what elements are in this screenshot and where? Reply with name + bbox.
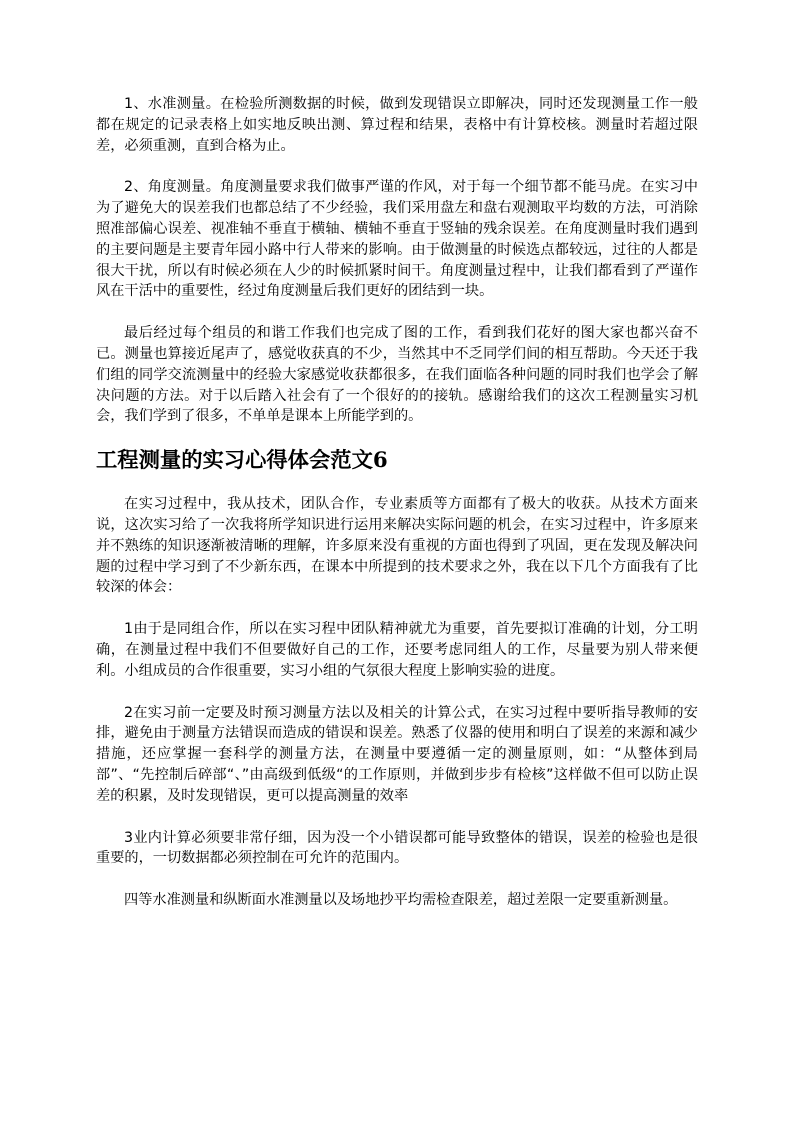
document-page	[96, 94, 698, 911]
paragraph-angle-measurement: 2、角度测量。角度测量要求我们做事严谨的作风，对于每一个细节都不能马虎。在实习中为了避免大的误差我们也都总结了不少经验，我们采用盘左和盘右观测取平均数的方法，可消除照准部偏心误差、视准轴不垂直于横轴、横轴不垂直于竖轴的残余误差。在角度测量时我们遇到的主要问题是主要青年园小路中行人带来的影响。由于做测量的时候选点都较远，过往的人都是很大干扰，所以有时候必须在人少的时候抓紧时间干。角度测量过程中，让我们都看到了严谨作风在干活中的重要性，经过角度测量后我们更好的团结到一块。	[96, 179, 698, 300]
paragraph-leveling: 1、水准测量。在检验所测数据的时候，做到发现错误立即解决，同时还发现测量工作一般都在规定的记录表格上如实地反映出测、算过程和结果，表格中有计算校核。测量时若超过限差，必须重测，直到合格为止。	[96, 96, 698, 154]
paragraph-conclusion: 最后经过每个组员的和谐工作我们也完成了图的工作，看到我们花好的图大家也都兴奋不已。测量也算接近尾声了，感觉收获真的不少，当然其中不乏同学们间的相互帮助。今天还于我们组的同学交流测量中的经验大家感觉收获都很多，在我们面临各种问题的同时我们也学会了解决问题的方法。对于以后踏入社会有了一个很好的的接轨。感谢给我们的这次工程测量实习机会，我们学到了很多，不单单是课本上所能学到的。	[96, 325, 698, 425]
section-heading: 工程测量的实习心得体会范文6	[96, 448, 388, 474]
paragraph-intro: 在实习过程中，我从技术，团队合作，专业素质等方面都有了极大的收获。从技术方面来说，这次实习给了一次我将所学知识进行运用来解决实际问题的机会，在实习过程中，许多原来并不熟练的知识逐渐被清晰的理解，许多原来没有重视的方面也得到了巩固，更在发现及解决问题的过程中学习到了不少新东西，在课本中所提到的技术要求之外，我在以下几个方面我有了比较深的体会：	[96, 496, 698, 596]
paragraph-point-4: 四等水准测量和纵断面水准测量以及场地抄平均需检查限差，超过差限一定要重新测量。	[124, 892, 678, 909]
paragraph-point-2: 2在实习前一定要及时预习测量方法以及相关的计算公式，在实习过程中要听指导教师的安排，避免由于测量方法错误而造成的错误和误差。熟悉了仪器的使用和明白了误差的来源和减少措施，还应掌握一套科学的测量方法，在测量中要遵循一定的测量原则，如：“从整体到局部”、“先控制后碎部“、”由高级到低级“的工作原则，并做到步步有检核”这样做不但可以防止误差的积累，及时发现错误，更可以提高测量的效率	[96, 704, 698, 804]
paragraph-point-1: 1由于是同组合作，所以在实习程中团队精神就尤为重要，首先要拟订准确的计划，分工明确，在测量过程中我们不但要做好自己的工作，还要考虑同组人的工作，尽量要为别人带来便利。小组成员的合作很重要，实习小组的气氛很大程度上影响实验的进度。	[96, 621, 698, 679]
paragraph-point-3: 3业内计算必须要非常仔细，因为没一个小错误都可能导致整体的错误，误差的检验也是很重要的，一切数据都必须控制在可允许的范围内。	[96, 829, 698, 867]
